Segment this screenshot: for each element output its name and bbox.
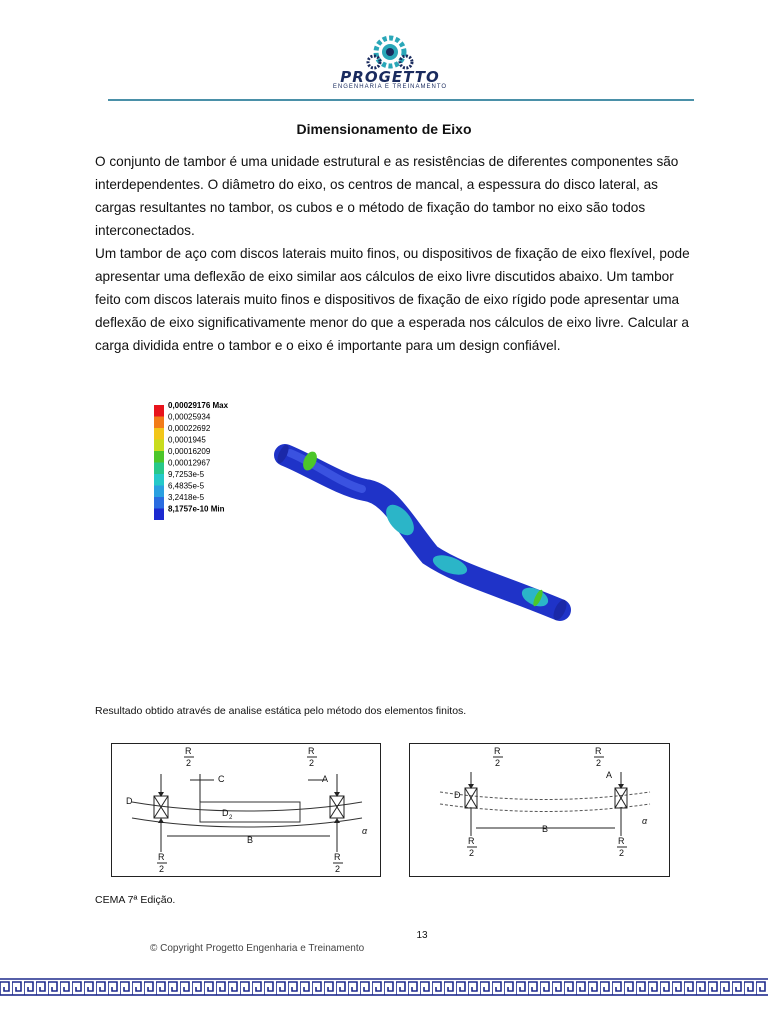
legend-label: 0,00025934 <box>168 412 211 422</box>
copyright-text: © Copyright Progetto Engenharia e Treinamento <box>150 943 365 954</box>
legend-swatch <box>154 405 164 417</box>
diag1-two-top-right: 2 <box>309 758 315 768</box>
diag1-two-bottom-right: 2 <box>335 864 341 874</box>
legend-label: 8,1757e-10 Min <box>168 504 225 514</box>
paragraph-1: O conjunto de tambor é uma unidade estrutural e as resistências de diferentes componentes são interdependentes. O diâmetro do eixo, os centros de mancal, a espessura do disco lateral, as cargas resultantes no tambor, os cubos e o método de fixação do tambor no eixo são todos interconectados. <box>95 154 679 238</box>
diag2-b: B <box>542 824 549 834</box>
page-title: Dimensionamento de Eixo <box>296 121 472 137</box>
legend-swatch <box>154 440 164 452</box>
legend-swatch <box>154 451 164 463</box>
diag1-d2-sub: 2 <box>229 815 233 821</box>
diag1-r-top-left: R <box>185 746 192 756</box>
legend-swatch <box>154 417 164 429</box>
paragraph-2: Um tambor de aço com discos laterais muito finos, ou dispositivos de fixação de eixo flexível, pode apresentar uma deflexão de eixo similar aos cálculos de eixo livre discutidos abaixo. Um tambor feito com discos laterais muito finos e dispositivos de fixação de eixo rígido pode apresentar uma deflexão de eixo significativamente menor do que a esperada nos cálculos de eixo livre. Calcular a carga dividida entre o tambor e o eixo é importante para um design confiável. <box>95 246 690 353</box>
legend-swatch <box>154 474 164 486</box>
cema-caption: CEMA 7ª Edição. <box>95 894 176 906</box>
diag2-two-bottom-right: 2 <box>619 848 625 858</box>
diag1-a: A <box>322 774 329 784</box>
legend-label: 0,00022692 <box>168 424 211 433</box>
shaft-diagram-with-clearance <box>111 743 381 877</box>
diag1-d: D <box>126 796 133 806</box>
legend-swatch <box>154 497 164 509</box>
diag1-r-bottom-left: R <box>158 852 165 862</box>
legend-label: 0,0001945 <box>168 435 206 445</box>
diag1-c: C <box>218 774 225 784</box>
diag1-d2: D <box>222 808 229 818</box>
diag1-two-top-left: 2 <box>186 758 192 768</box>
legend-swatch <box>154 509 164 521</box>
diag1-two-bottom-left: 2 <box>159 864 165 874</box>
legend-label: 9,7253e-5 <box>168 470 205 479</box>
diag2-two-bottom-left: 2 <box>469 848 475 858</box>
fea-result-image <box>150 395 580 635</box>
legend-label: 3,2418e-5 <box>168 493 205 502</box>
logo-subtitle: ENGENHARIA E TREINAMENTO <box>332 84 448 90</box>
fea-caption: Resultado obtido através de analise estática pelo método dos elementos finitos. <box>95 705 467 717</box>
legend-label: 0,00012967 <box>168 458 211 468</box>
diag2-two-top-left: 2 <box>495 758 501 768</box>
legend-label: 0,00029176 Max <box>168 401 229 410</box>
gear-icon <box>330 32 450 72</box>
diag2-a: A <box>606 770 613 780</box>
decorative-border <box>0 978 768 998</box>
header-divider <box>108 99 694 101</box>
diag2-r-top-right: R <box>595 746 602 756</box>
legend-swatch <box>154 463 164 475</box>
legend-swatch <box>154 428 164 440</box>
page-number: 13 <box>416 930 428 941</box>
company-logo <box>330 32 450 92</box>
diag1-alpha: α <box>362 826 368 836</box>
legend-swatch <box>154 486 164 498</box>
fea-color-legend <box>154 401 229 520</box>
diag2-d: D <box>454 790 461 800</box>
logo-text: PROGETTO <box>340 68 440 86</box>
body-text <box>95 150 695 357</box>
shaft-diagram-free <box>409 743 670 877</box>
legend-label: 6,4835e-5 <box>168 481 205 491</box>
diag2-two-top-right: 2 <box>596 758 602 768</box>
diag2-alpha: α <box>642 816 648 826</box>
diag2-r-bottom-left: R <box>468 836 475 846</box>
legend-label: 0,00016209 <box>168 447 211 456</box>
diag1-b: B <box>247 835 254 845</box>
diag2-r-top-left: R <box>494 746 501 756</box>
shaft-model <box>275 443 569 622</box>
diag1-r-top-right: R <box>308 746 315 756</box>
diag1-r-bottom-right: R <box>334 852 341 862</box>
diag2-r-bottom-right: R <box>618 836 625 846</box>
